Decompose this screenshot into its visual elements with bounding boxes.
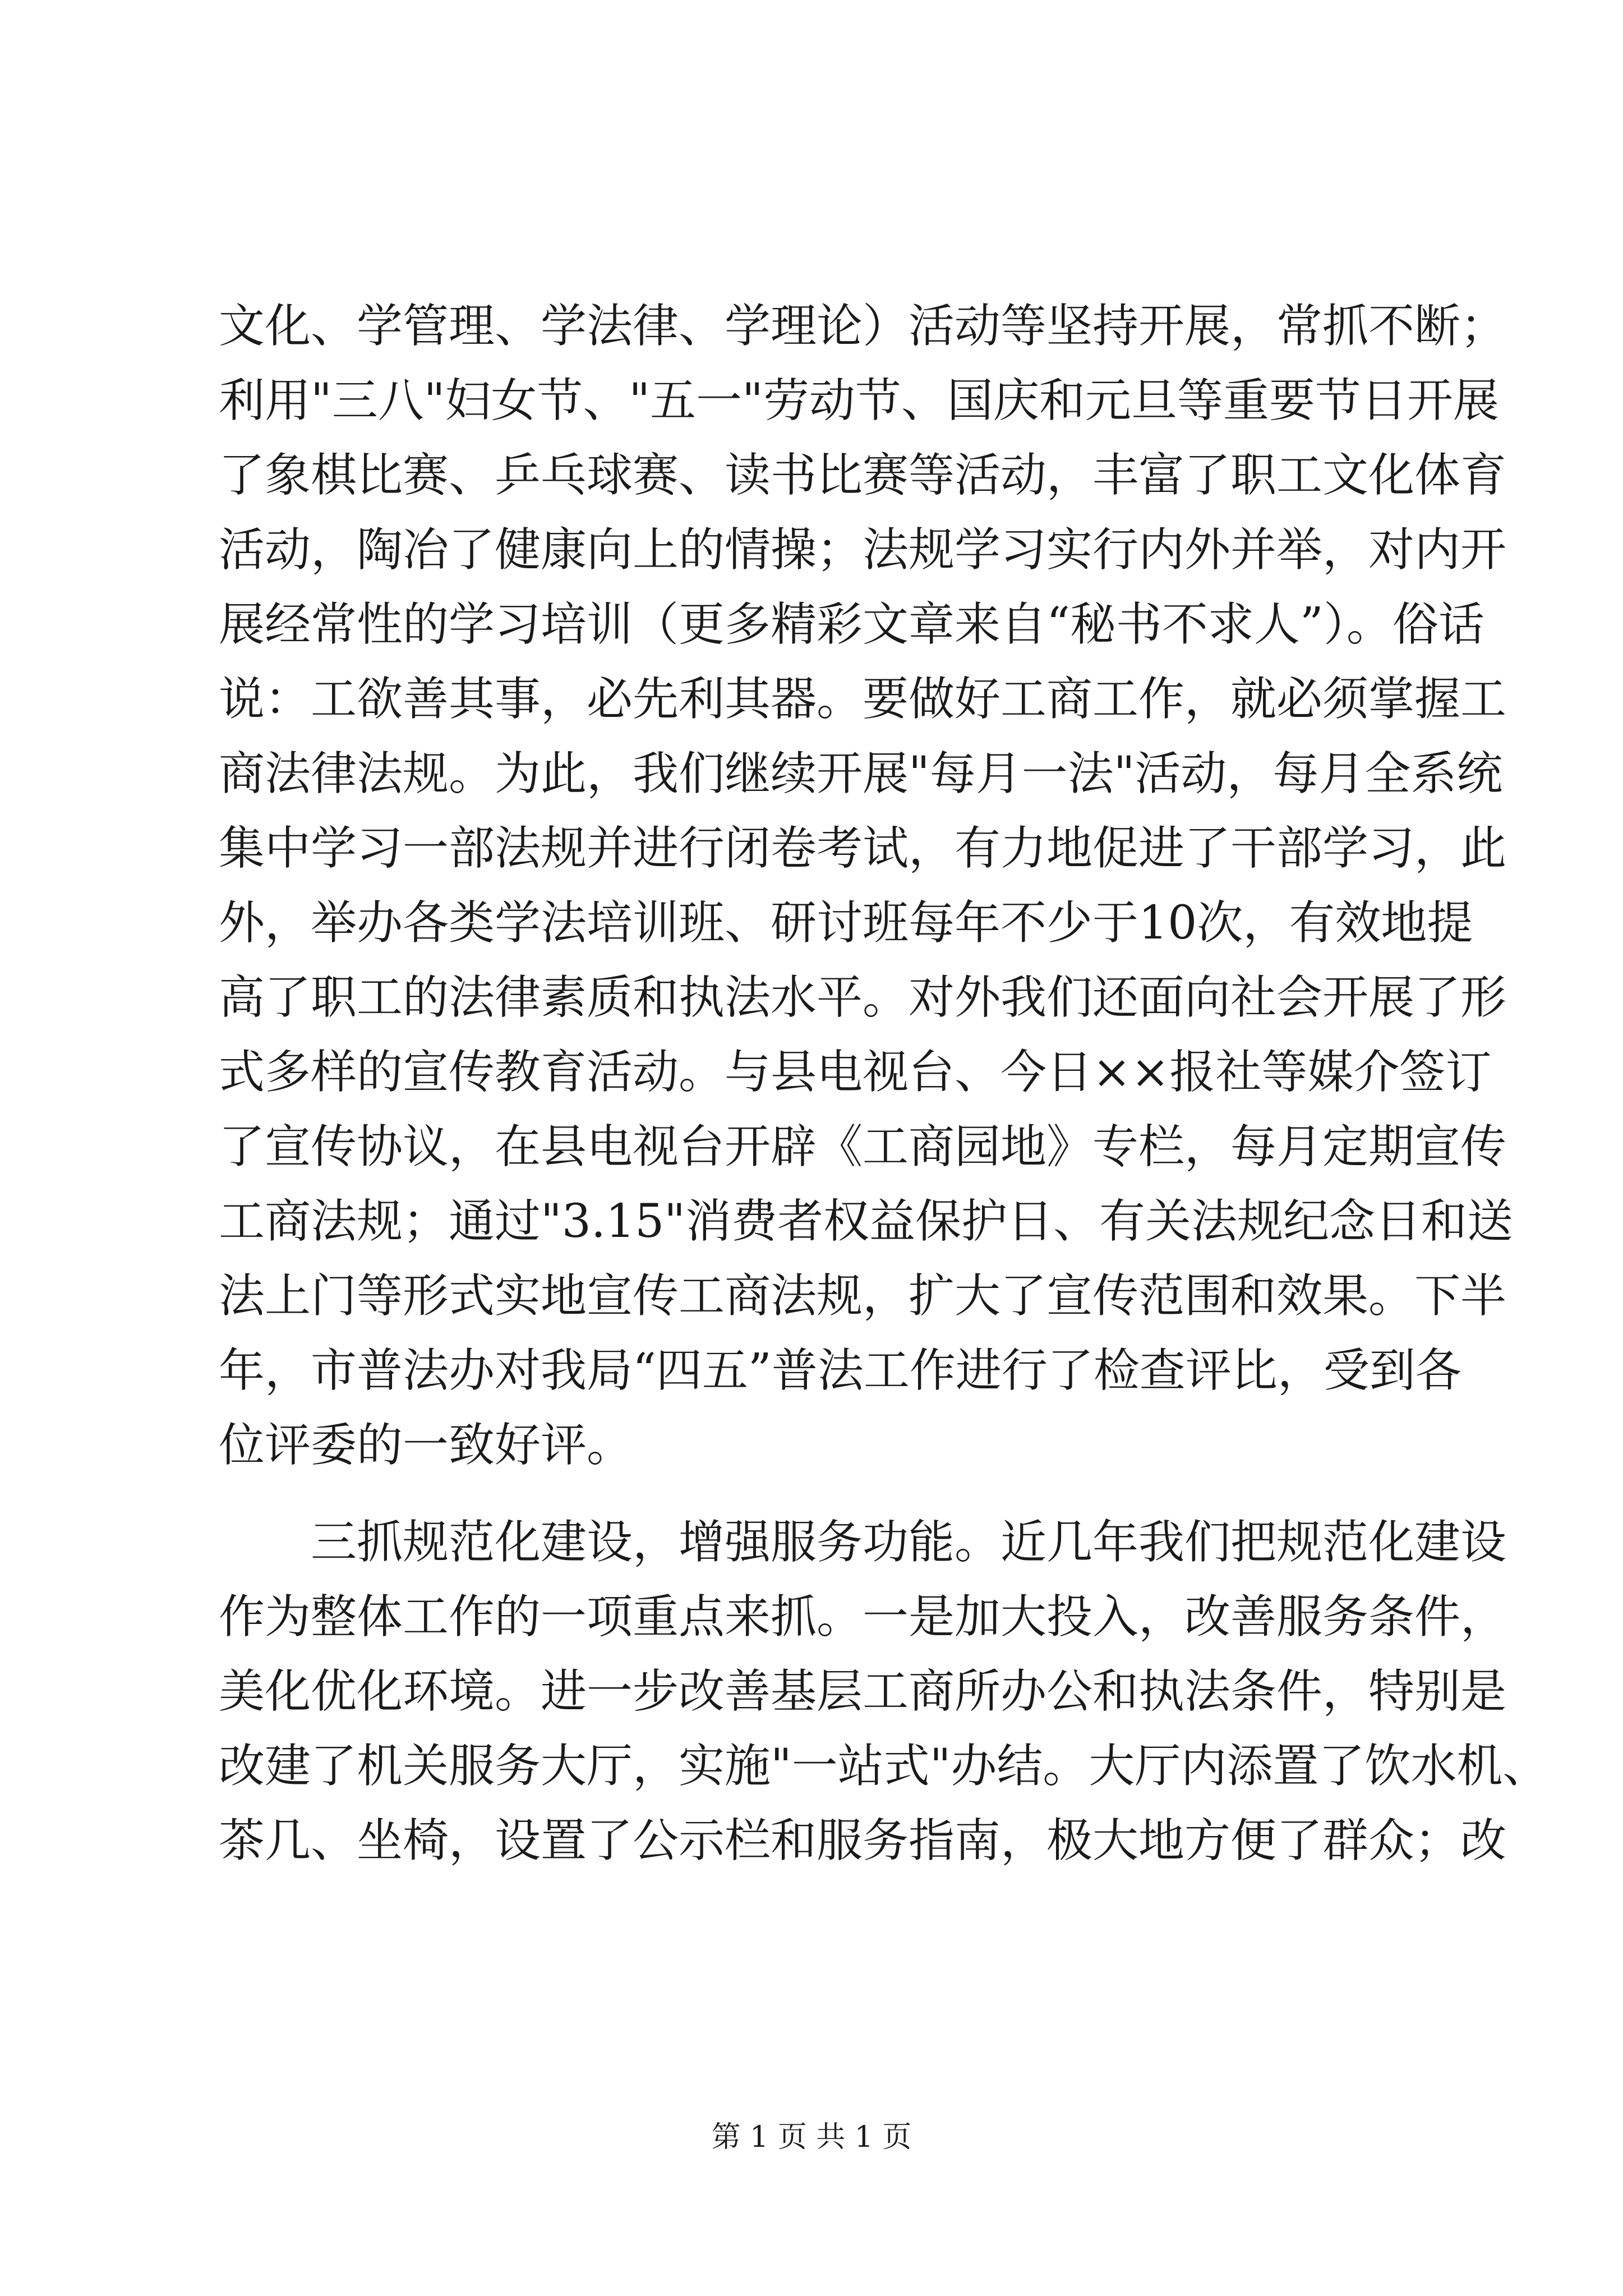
text-line: 高了职工的法律素质和执法水平。对外我们还面向社会开展了形 [219,971,1507,1024]
paragraph-spacer [219,1483,1422,1505]
text-line: 集中学习一部法规并进行闭卷考试，有力地促进了干部学习，此 [219,822,1507,875]
text-line: 活动，陶冶了健康向上的情操；法规学习实行内外并举，对内开 [219,523,1507,577]
text-line: 三抓规范化建设，增强服务功能。近几年我们把规范化建设 [219,1516,1507,1569]
text-line: 作为整体工作的一项重点来抓。一是加大投入，改善服务条件， [219,1590,1507,1644]
page-number-footer: 第 1 页 共 1 页 [711,2120,912,2154]
text-line: 说：工欲善其事，必先利其器。要做好工商工作，就必须掌握工 [219,673,1507,726]
text-line: 展经常性的学习培训（更多精彩文章来自“秘书不求人”）。俗话 [219,598,1484,651]
paragraph-1 [219,289,1514,1483]
text-line: 茶几、坐椅，设置了公示栏和服务指南，极大地方便了群众；改 [219,1814,1507,1867]
text-line: 美化优化环境。进一步改善基层工商所办公和执法条件，特别是 [219,1665,1507,1718]
text-line: 工商法规；通过"3.15"消费者权益保护日、有关法规纪念日和送 [219,1195,1514,1248]
text-line: 利用"三八"妇女节、"五一"劳动节、国庆和元旦等重要节日开展 [219,374,1499,427]
text-line: 商法律法规。为此，我们继续开展"每月一法"活动，每月全系统 [219,747,1503,800]
paragraph-2 [219,1505,1549,1878]
text-line: 法上门等形式实地宣传工商法规，扩大了宣传范围和效果。下半 [219,1269,1507,1323]
text-line: 位评委的一致好评。 [219,1419,633,1472]
text-line: 文化、学管理、学法律、学理论）活动等坚持开展，常抓不断； [219,300,1507,353]
text-line: 改建了机关服务大厅，实施"一站式"办结。大厅内添置了饮水机、 [219,1740,1549,1793]
text-line: 了象棋比赛、乒乓球赛、读书比赛等活动，丰富了职工文化体育 [219,449,1507,502]
text-line: 年，市普法办对我局“四五”普法工作进行了检查评比，受到各 [219,1344,1461,1397]
text-line: 了宣传协议，在县电视台开辟《工商园地》专栏，每月定期宣传 [219,1120,1507,1174]
document-body [219,289,1549,1878]
text-line: 式多样的宣传教育活动。与县电视台、今日××报社等媒介签订 [219,1046,1492,1099]
text-line: 外，举办各类学法培训班、研讨班每年不少于10次，有效地提 [219,896,1473,950]
